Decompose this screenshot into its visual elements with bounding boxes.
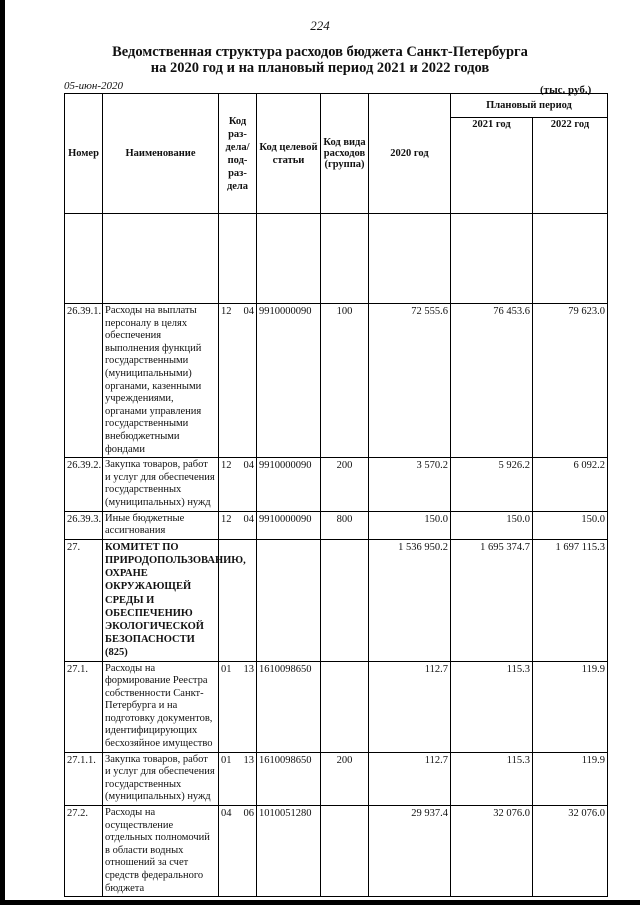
row-section-code (219, 304, 257, 458)
row-number: 26.39.1. (65, 304, 103, 458)
row-number: 27. (65, 539, 103, 661)
row-name: Расходы на формирование Реестра собственности Санкт-Петербурга и на подготовку документов, идентифицирующих бесхозяйное имущество (103, 661, 219, 752)
row-value-2022: 119.9 (533, 661, 608, 752)
subsection-code: 04 (243, 513, 254, 525)
row-number: 27.1.1. (65, 752, 103, 805)
subsection-code: 04 (243, 306, 254, 317)
row-value-2020: 112.7 (369, 661, 451, 752)
row-value-2022: 119.9 (533, 752, 608, 805)
row-section-code (219, 806, 257, 897)
row-name: Иные бюджетные ассигнования (103, 511, 219, 539)
header-number: Номер (65, 94, 103, 214)
row-value-2022: 1 697 115.3 (533, 539, 608, 661)
row-group-code: 200 (321, 458, 369, 511)
header-year-2020: 2020 год (369, 94, 451, 214)
page-number: 224 (310, 18, 330, 33)
row-target-code: 9910000090 (257, 458, 321, 511)
table-body (65, 304, 608, 897)
header-spacer-row (65, 214, 608, 304)
row-target-code: 9910000090 (257, 511, 321, 539)
row-section-code (219, 511, 257, 539)
row-name: Закупка товаров, работ и услуг для обеспечения государственных (муниципальных) нужд (103, 458, 219, 511)
table-row (65, 511, 608, 539)
row-value-2020: 112.7 (369, 752, 451, 805)
scan-edge-bottom (0, 900, 640, 905)
row-value-2022: 150.0 (533, 511, 608, 539)
header-target-code: Код целевой статьи (257, 94, 321, 214)
header-name: Наименование (103, 94, 219, 214)
subsection-code: 04 (243, 460, 254, 472)
subsection-code: 06 (243, 808, 254, 820)
section-code: 12 (221, 306, 232, 317)
table-row (65, 806, 608, 897)
row-value-2021: 5 926.2 (451, 458, 533, 511)
row-name: Расходы на осуществление отдельных полномочий в области водных отношений за счет средств федерального бюджета (103, 806, 219, 897)
row-value-2021: 115.3 (451, 752, 533, 805)
row-section-code (219, 752, 257, 805)
row-value-2020: 3 570.2 (369, 458, 451, 511)
table-row (65, 458, 608, 511)
row-value-2022: 79 623.0 (533, 304, 608, 458)
header-section-code: Код раз-дела/ под-раз-дела (219, 94, 257, 214)
row-value-2020: 72 555.6 (369, 304, 451, 458)
expenditure-table (64, 93, 608, 897)
scan-edge-left (0, 0, 5, 905)
row-number: 26.39.2. (65, 458, 103, 511)
table-row (65, 752, 608, 805)
subsection-code: 13 (243, 663, 254, 675)
document-title (0, 44, 640, 76)
header-group-code: Код вида расходов (группа) (321, 94, 369, 214)
row-value-2020: 29 937.4 (369, 806, 451, 897)
row-value-2021: 76 453.6 (451, 304, 533, 458)
row-value-2020: 150.0 (369, 511, 451, 539)
row-value-2022: 32 076.0 (533, 806, 608, 897)
row-target-code: 1610098650 (257, 661, 321, 752)
row-group-code: 100 (321, 304, 369, 458)
row-number: 26.39.3. (65, 511, 103, 539)
header-year-2021: 2021 год (451, 118, 533, 214)
row-value-2020: 1 536 950.2 (369, 539, 451, 661)
table-row (65, 304, 608, 458)
section-code: 01 (221, 754, 232, 766)
title-line-2: на 2020 год и на плановый период 2021 и 2022 годов (150, 60, 490, 76)
section-code: 12 (221, 513, 232, 525)
row-target-code: 1610098650 (257, 752, 321, 805)
subsection-code: 13 (243, 754, 254, 766)
row-group-code (321, 806, 369, 897)
header-plan-period: Плановый период (451, 94, 608, 118)
row-number: 27.1. (65, 661, 103, 752)
table-row (65, 661, 608, 752)
section-code: 04 (221, 808, 232, 820)
row-group-code: 800 (321, 511, 369, 539)
row-name: КОМИТЕТ ПО ПРИРОДОПОЛЬЗОВАНИЮ, ОХРАНЕ ОКРУЖАЮЩЕЙ СРЕДЫ И ОБЕСПЕЧЕНИЮ ЭКОЛОГИЧЕСКОЙ БЕЗОПАСНОСТИ (825) (103, 539, 219, 661)
row-section-code (219, 661, 257, 752)
row-group-code (321, 661, 369, 752)
row-group-code (321, 539, 369, 661)
row-value-2021: 1 695 374.7 (451, 539, 533, 661)
row-target-code: 9910000090 (257, 304, 321, 458)
row-target-code: 1010051280 (257, 806, 321, 897)
row-name: Расходы на выплаты персоналу в целях обеспечения выполнения функций государственными (муниципальными) органами, казенными учреждениями, органами управления государственными внебюджетными фондами (103, 304, 219, 458)
header-year-2022: 2022 год (533, 118, 608, 214)
units-label: (тыс. руб.) (540, 84, 592, 96)
row-target-code (257, 539, 321, 661)
row-value-2021: 150.0 (451, 511, 533, 539)
section-code: 12 (221, 460, 232, 472)
title-line-1: Ведомственная структура расходов бюджета Санкт-Петербурга (112, 44, 528, 60)
document-date: 05-июн-2020 (64, 80, 124, 92)
row-name: Закупка товаров, работ и услуг для обеспечения государственных (муниципальных) нужд (103, 752, 219, 805)
table-row (65, 539, 608, 661)
row-section-code (219, 458, 257, 511)
section-code: 01 (221, 663, 232, 675)
row-value-2022: 6 092.2 (533, 458, 608, 511)
row-group-code: 200 (321, 752, 369, 805)
row-number: 27.2. (65, 806, 103, 897)
row-value-2021: 115.3 (451, 661, 533, 752)
row-value-2021: 32 076.0 (451, 806, 533, 897)
